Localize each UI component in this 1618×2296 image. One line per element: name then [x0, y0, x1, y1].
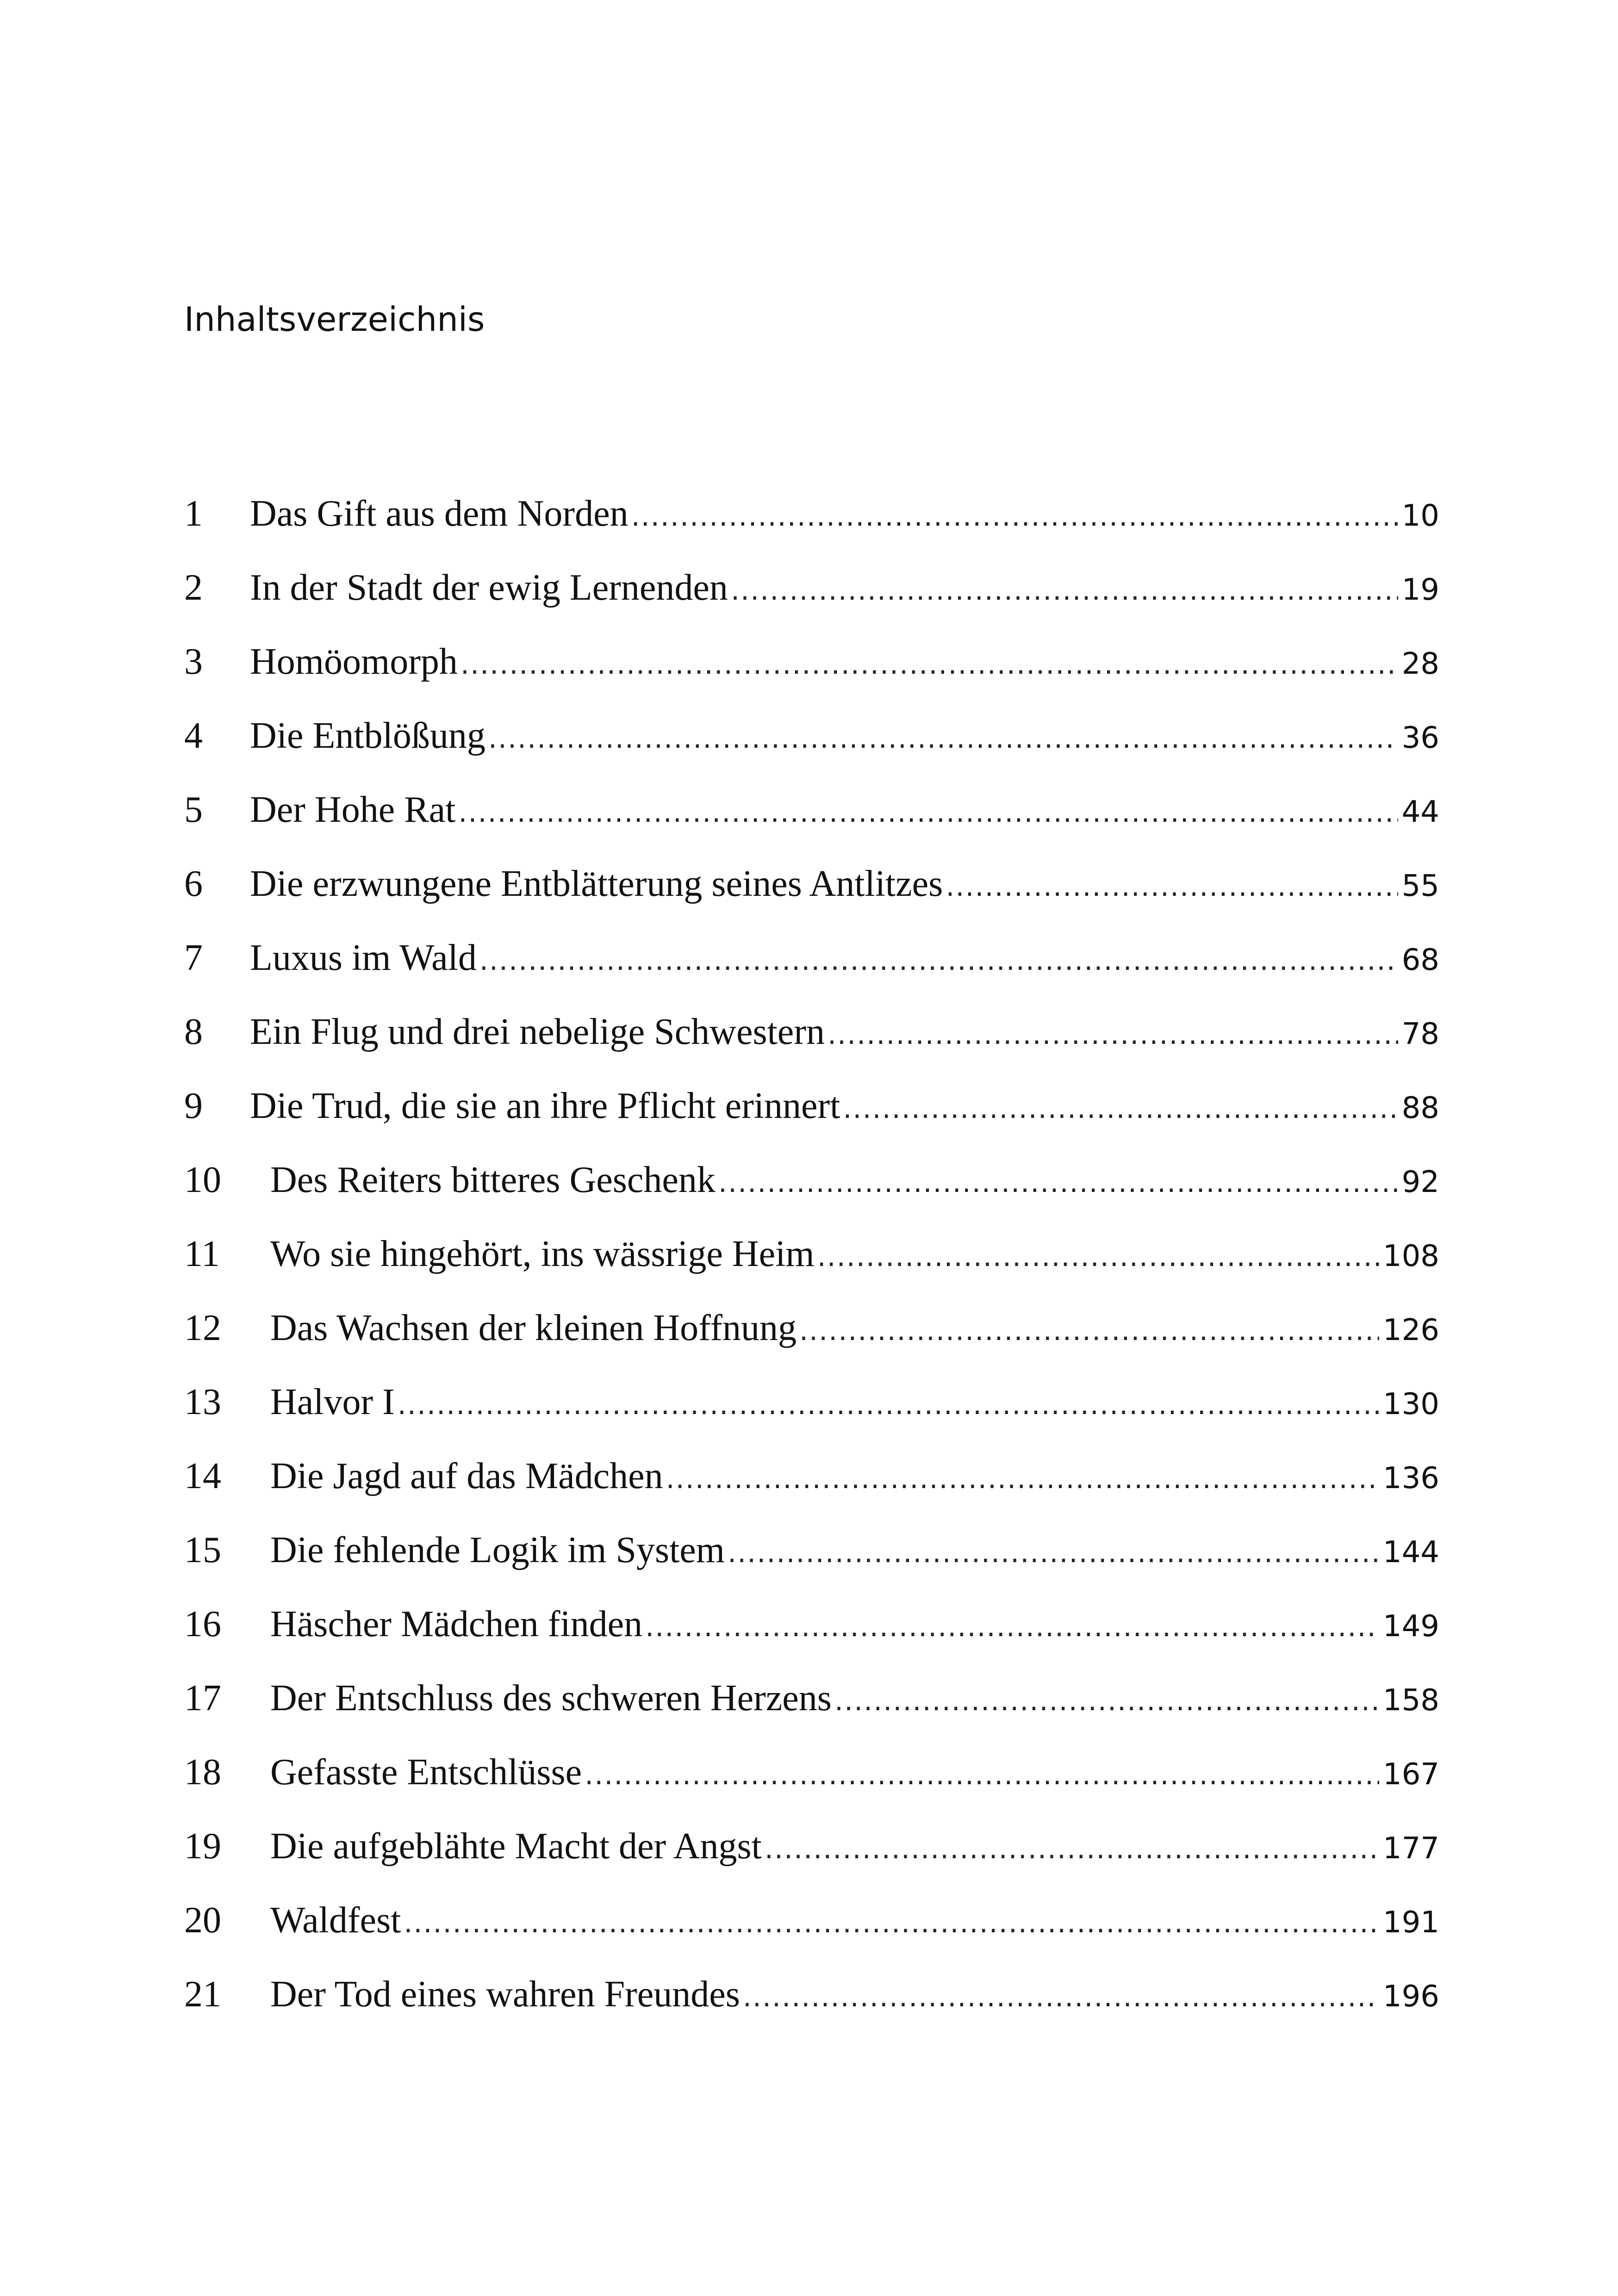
toc-entry[interactable]	[184, 782, 1439, 838]
page-number: 158	[1382, 1683, 1439, 1718]
chapter-title: Gefasste Entschlüsse	[270, 1752, 582, 1793]
chapter-title: Luxus im Wald	[250, 937, 477, 978]
chapter-title: Ein Flug und drei nebelige Schwestern	[250, 1011, 825, 1052]
toc-entry[interactable]	[184, 1522, 1439, 1578]
chapter-title: Waldfest	[270, 1900, 401, 1941]
chapter-title: Wo sie hingehört, ins wässrige Heim	[270, 1234, 815, 1274]
chapter-number: 13	[184, 1382, 221, 1422]
page-number: 196	[1382, 1980, 1439, 2014]
page-number: 108	[1382, 1239, 1439, 1273]
toc-entry[interactable]	[184, 856, 1439, 912]
chapter-title: Der Entschluss des schweren Herzens	[270, 1678, 832, 1719]
toc-entry[interactable]	[184, 560, 1439, 615]
chapter-title: In der Stadt der ewig Lernenden	[250, 567, 728, 608]
chapter-number: 9	[184, 1086, 203, 1126]
dot-leader	[728, 1525, 1379, 1581]
chapter-number: 17	[184, 1678, 221, 1719]
dot-leader	[461, 637, 1398, 692]
chapter-title: Die Trud, die sie an ihre Pflicht erinnert	[250, 1086, 840, 1126]
chapter-number: 5	[184, 789, 203, 830]
chapter-title: Die Entblößung	[250, 715, 485, 756]
toc-entry[interactable]	[184, 1152, 1439, 1208]
chapter-number: 2	[184, 567, 203, 608]
chapter-number: 4	[184, 715, 203, 756]
dot-leader	[631, 489, 1398, 544]
chapter-title: Die Jagd auf das Mädchen	[270, 1456, 663, 1496]
chapter-number: 15	[184, 1530, 221, 1570]
page-number: 36	[1401, 721, 1439, 755]
chapter-title: Die erzwungene Entblätterung seines Antlitzes	[250, 863, 943, 904]
chapter-title: Das Gift aus dem Norden	[250, 493, 629, 534]
chapter-title: Der Hohe Rat	[250, 789, 456, 830]
chapter-title: Homöomorph	[250, 641, 458, 682]
chapter-title: Der Tod eines wahren Freundes	[270, 1974, 740, 2015]
page-number: 177	[1382, 1831, 1439, 1866]
toc-entry[interactable]	[184, 486, 1439, 541]
dot-leader	[488, 711, 1398, 766]
page-number: 126	[1382, 1313, 1439, 1347]
chapter-title: Häscher Mädchen finden	[270, 1604, 643, 1644]
toc-entry[interactable]	[184, 1967, 1439, 2022]
chapter-number: 7	[184, 937, 203, 978]
toc-entry[interactable]	[184, 1596, 1439, 1652]
page-number: 68	[1401, 943, 1439, 977]
chapter-number: 1	[184, 493, 203, 534]
dot-leader	[765, 1821, 1379, 1877]
dot-leader	[404, 1895, 1379, 1951]
page-number: 44	[1401, 795, 1439, 829]
page-number: 144	[1382, 1535, 1439, 1570]
toc-entry[interactable]	[184, 1300, 1439, 1356]
dot-leader	[828, 1007, 1398, 1062]
dot-leader	[731, 563, 1398, 618]
page-number: 88	[1401, 1091, 1439, 1125]
toc-entry[interactable]	[184, 634, 1439, 689]
dot-leader	[479, 933, 1398, 988]
toc-entry[interactable]	[184, 708, 1439, 763]
chapter-number: 8	[184, 1011, 203, 1052]
toc-entry[interactable]	[184, 1226, 1439, 1282]
page-number: 167	[1382, 1757, 1439, 1792]
chapter-number: 20	[184, 1900, 221, 1941]
page-number: 130	[1382, 1387, 1439, 1421]
dot-leader	[743, 1969, 1379, 2025]
page-number: 28	[1401, 647, 1439, 681]
dot-leader	[585, 1747, 1379, 1803]
chapter-title: Die aufgeblähte Macht der Angst	[270, 1826, 762, 1867]
toc-heading: Inhaltsverzeichnis	[184, 300, 485, 339]
dot-leader	[817, 1229, 1379, 1285]
page-number: 149	[1382, 1609, 1439, 1644]
chapter-number: 16	[184, 1604, 221, 1644]
chapter-title: Halvor I	[270, 1382, 395, 1422]
page-number: 78	[1401, 1017, 1439, 1051]
toc-entry[interactable]	[184, 1744, 1439, 1800]
page-number: 10	[1401, 499, 1439, 533]
chapter-title: Des Reiters bitteres Geschenk	[270, 1160, 716, 1200]
page-number: 136	[1382, 1461, 1439, 1496]
chapter-number: 12	[184, 1308, 221, 1348]
toc-entry[interactable]	[184, 930, 1439, 986]
chapter-title: Die fehlende Logik im System	[270, 1530, 725, 1570]
chapter-number: 10	[184, 1160, 221, 1200]
dot-leader	[645, 1599, 1379, 1655]
dot-leader	[799, 1303, 1379, 1359]
chapter-title: Das Wachsen der kleinen Hoffnung	[270, 1308, 797, 1348]
chapter-number: 19	[184, 1826, 221, 1867]
dot-leader	[843, 1081, 1398, 1136]
chapter-number: 21	[184, 1974, 221, 2015]
dot-leader	[718, 1155, 1398, 1210]
chapter-number: 14	[184, 1456, 221, 1496]
toc-entry[interactable]	[184, 1670, 1439, 1726]
toc-entry[interactable]	[184, 1004, 1439, 1060]
chapter-number: 6	[184, 863, 203, 904]
toc-entry[interactable]	[184, 1374, 1439, 1430]
toc-entry[interactable]	[184, 1078, 1439, 1134]
dot-leader	[834, 1673, 1379, 1729]
dot-leader	[946, 859, 1398, 914]
dot-leader	[398, 1377, 1379, 1433]
page-number: 19	[1401, 573, 1439, 607]
toc-entry[interactable]	[184, 1448, 1439, 1504]
chapter-number: 11	[184, 1234, 220, 1274]
dot-leader	[666, 1451, 1379, 1507]
toc-entry[interactable]	[184, 1818, 1439, 1874]
chapter-number: 18	[184, 1752, 221, 1793]
chapter-number: 3	[184, 641, 203, 682]
page-number: 191	[1382, 1905, 1439, 1940]
toc-entry[interactable]	[184, 1893, 1439, 1948]
dot-leader	[458, 785, 1398, 840]
page-number: 92	[1401, 1165, 1439, 1199]
page-number: 55	[1401, 869, 1439, 903]
